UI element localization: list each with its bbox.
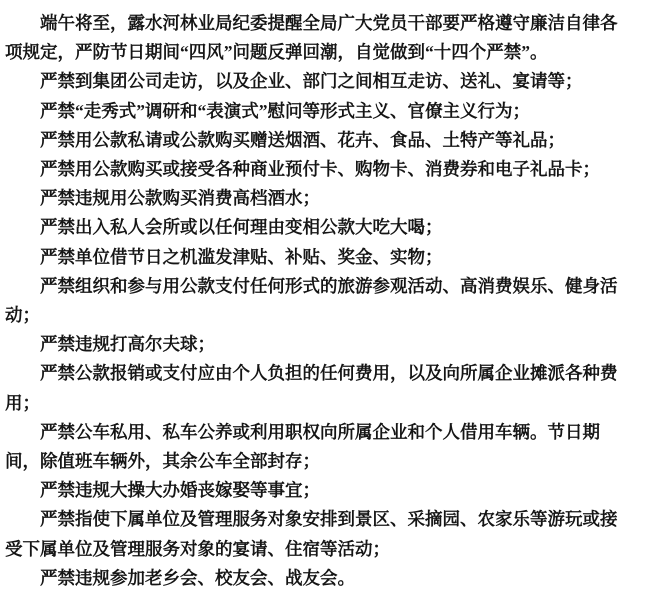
text-line: 严禁指使下属单位及管理服务对象安排到景区、采摘园、农家乐等游玩或接 [40, 509, 618, 530]
text-line: 端午将至，露水河林业局纪委提醒全局广大党员干部要严格遵守廉洁自律各 [40, 13, 618, 33]
text-line: 严禁用公款私请或公款购买赠送烟酒、花卉、食品、土特产等礼品； [40, 129, 565, 150]
text-line: 严禁到集团公司走访，以及企业、部门之间相互走访、送礼、宴请等； [40, 71, 583, 92]
text-line: 严禁违规参加老乡会、校友会、战友会。 [40, 567, 355, 588]
text-line: 用； [5, 392, 40, 413]
text-line: 严禁违规大操大办婚丧嫁娶等事宜； [40, 480, 320, 501]
text-line: 严禁公车私用、私车公养或利用职权向所属企业和个人借用车辆。节日期 [40, 421, 600, 442]
text-line: 严禁组织和参与用公款支付任何形式的旅游参观活动、高消费娱乐、健身活 [40, 275, 618, 296]
text-line: 严禁出入私人会所或以任何理由变相公款大吃大喝； [40, 217, 443, 238]
text-line: 严禁违规用公款购买消费高档酒水； [40, 188, 320, 209]
text-line: 严禁违规打高尔夫球； [40, 334, 215, 355]
text-line: 严禁公款报销或支付应由个人负担的任何费用，以及向所属企业摊派各种费 [40, 363, 618, 384]
text-line: 间，除值班车辆外，其余公车全部封存； [5, 451, 320, 472]
text-line: 项规定，严防节日期间“四风”问题反弹回潮，自觉做到“十四个严禁”。 [5, 42, 548, 63]
text-line: 受下属单位及管理服务对象的宴请、住宿等活动； [5, 538, 390, 559]
text-line: 严禁单位借节日之机滥发津贴、补贴、奖金、实物； [40, 246, 443, 267]
text-line: 动； [5, 305, 40, 326]
text-line: 严禁“走秀式”调研和“表演式”慰问等形式主义、官僚主义行为； [40, 100, 530, 121]
text-line: 严禁用公款购买或接受各种商业预付卡、购物卡、消费券和电子礼品卡； [40, 159, 600, 180]
